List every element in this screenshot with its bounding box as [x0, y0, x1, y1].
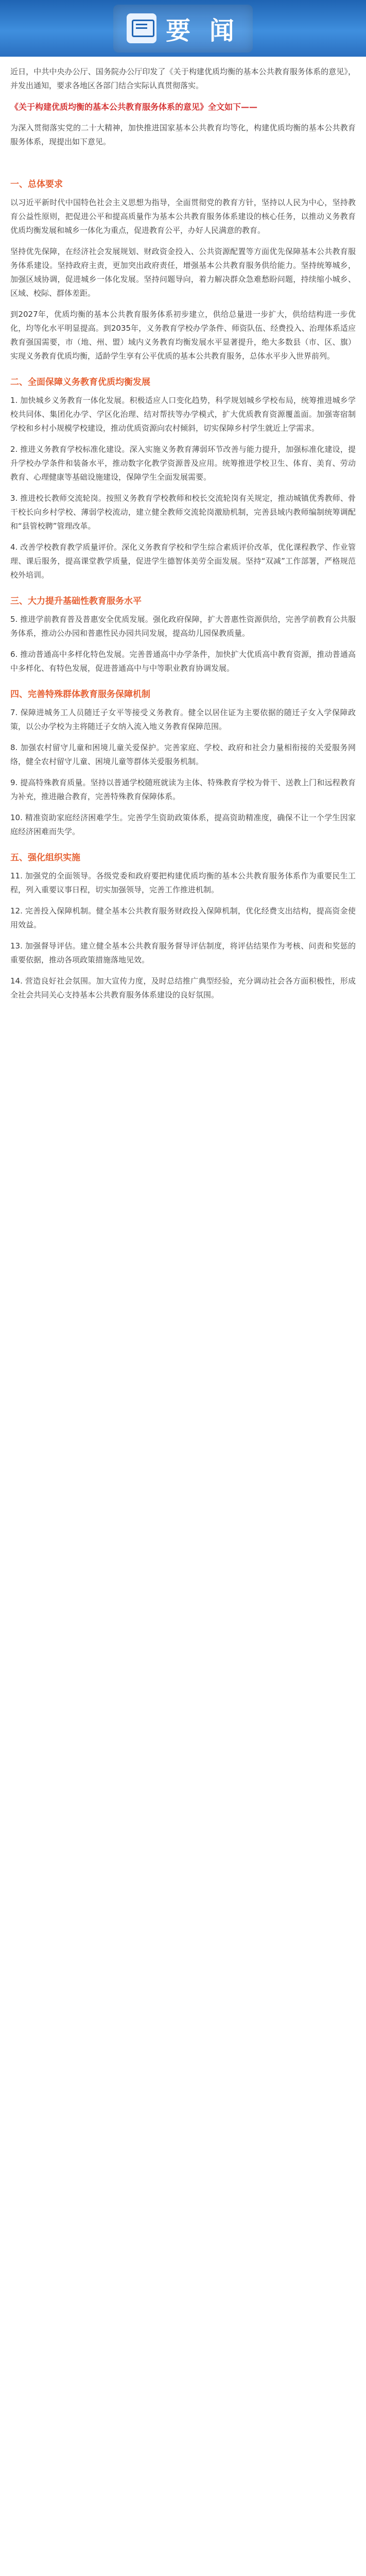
section-paragraph: 8. 加强农村留守儿童和困境儿童关爱保护。完善家庭、学校、政府和社会力量相衔接的关爱服务网络，健全农村留守儿童、困境儿童等群体关爱服务机制。 [10, 743, 356, 766]
section-heading: 三、大力提升基础性教育服务水平 [10, 596, 142, 606]
section-paragraph: 9. 提高特殊教育质量。坚持以普通学校随班就读为主体、特殊教育学校为骨干、送教上门和远程教育为补充，推进融合教育，完善特殊教育保障体系。 [10, 778, 356, 801]
section-paragraph: 到2027年，优质均衡的基本公共教育服务体系初步建立，供给总量进一步扩大，供给结构进一步优化，均等化水平明显提高。到2035年，义务教育学校办学条件、师资队伍、经费投入、治理体系适应教育强国需要，市（地、州、盟）域内义务教育均衡发展水平显著提升，绝大多数县（市、区、旗）实现义务教育优质均衡，适龄学生享有公平优质的基本公共教育服务，总体水平步入世界前列。 [10, 310, 356, 361]
banner-badge [113, 5, 253, 53]
article-body [0, 57, 366, 1002]
section-heading: 四、完善特殊群体教育服务保障机制 [10, 689, 150, 700]
section-paragraph: 12. 完善投入保障机制。健全基本公共教育服务财政投入保障机制，优化经费支出结构，提高资金使用效益。 [10, 906, 356, 929]
section-paragraph: 4. 改善学校教育教学质量评价。深化义务教育学校和学生综合素质评价改革，优化课程教学、作业管理、课后服务，提高课堂教学质量，促进学生德智体美劳全面发展。坚持“双减”工作部署，严格规范校外培训。 [10, 543, 356, 580]
section-heading: 二、全面保障义务教育优质均衡发展 [10, 377, 150, 387]
section-paragraph: 10. 精准资助家庭经济困难学生。完善学生资助政策体系，提高资助精准度，确保不让一个学生因家庭经济困难而失学。 [10, 813, 356, 836]
section-paragraph: 13. 加强督导评估。建立健全基本公共教育服务督导评估制度，将评估结果作为考核、问责和奖惩的重要依据，推动各项政策措施落地见效。 [10, 941, 356, 964]
section-paragraph: 5. 推进学前教育普及普惠安全优质发展。强化政府保障，扩大普惠性资源供给，完善学前教育公共服务体系，推动公办园和普惠性民办园共同发展，提高幼儿园保教质量。 [10, 615, 356, 638]
section-paragraph: 14. 营造良好社会氛围。加大宣传力度，及时总结推广典型经验，充分调动社会各方面积极性，形成全社会共同关心支持基本公共教育服务体系建设的良好氛围。 [10, 976, 356, 999]
section-paragraph: 坚持优先保障，在经济社会发展规划、财政资金投入、公共资源配置等方面优先保障基本公共教育服务体系建设。坚持政府主责，更加突出政府责任，增强基本公共教育服务供给能力。坚持统筹城乡，加强区域协调，促进城乡一体化发展。坚持问题导向，着力解决群众急难愁盼问题，持续缩小城乡、区域、校际、群体差距。 [10, 247, 356, 298]
section-paragraph: 2. 推进义务教育学校标准化建设。深入实施义务教育薄弱环节改善与能力提升，加强标准化建设，提升学校办学条件和装备水平，推动数字化教学资源普及应用。统筹推进学校卫生、体育、美育、劳动教育、心理健康等基础设施建设，保障学生全面发展需要。 [10, 445, 356, 482]
section-paragraph: 3. 推进校长教师交流轮岗。按照义务教育学校教师和校长交流轮岗有关规定，推动城镇优秀教师、骨干校长向乡村学校、薄弱学校流动，建立健全教师交流轮岗激励机制，完善县域内教师编制统筹调配和“县管校聘”管理改革。 [10, 494, 356, 531]
document-title: 《关于构建优质均衡的基本公共教育服务体系的意见》全文如下—— [10, 102, 258, 112]
section-paragraph: 7. 保障进城务工人员随迁子女平等接受义务教育。健全以居住证为主要依据的随迁子女入学保障政策，以公办学校为主将随迁子女纳入流入地义务教育保障范围。 [10, 708, 356, 731]
section-heading: 一、总体要求 [10, 179, 63, 190]
banner-title: 要 闻 [166, 16, 239, 45]
intro-paragraph: 近日，中共中央办公厅、国务院办公厅印发了《关于构建优质均衡的基本公共教育服务体系的意见》，并发出通知，要求各地区各部门结合实际认真贯彻落实。 [10, 67, 356, 90]
section-heading: 五、强化组织实施 [10, 853, 80, 863]
intro-paragraph: 为深入贯彻落实党的二十大精神，加快推进国家基本公共教育均等化，构建优质均衡的基本公共教育服务体系，现提出如下意见。 [10, 123, 356, 146]
newspaper-icon [127, 13, 156, 43]
section-paragraph: 11. 加强党的全面领导。各级党委和政府要把构建优质均衡的基本公共教育服务体系作为重要民生工程，列入重要议事日程，切实加强领导，完善工作推进机制。 [10, 871, 356, 894]
section-paragraph: 6. 推动普通高中多样化特色发展。完善普通高中办学条件，加快扩大优质高中教育资源，推动普通高中多样化、有特色发展，促进普通高中与中等职业教育协调发展。 [10, 650, 356, 673]
section-paragraph: 1. 加快城乡义务教育一体化发展。积极适应人口变化趋势，科学规划城乡学校布局，统筹推进城乡学校共同体、集团化办学、学区化治理、结对帮扶等办学模式，扩大优质教育资源覆盖面。加强寄宿制学校和乡村小规模学校建设，推动优质资源向农村倾斜，切实保障乡村学生就近上学需求。 [10, 396, 356, 433]
news-banner [0, 0, 366, 57]
section-paragraph: 以习近平新时代中国特色社会主义思想为指导，全面贯彻党的教育方针，坚持以人民为中心，坚持教育公益性原则，把促进公平和提高质量作为基本公共教育服务体系建设的核心任务，以推动义务教育优质均衡发展和城乡一体化为重点，促进教育公平，办好人民满意的教育。 [10, 198, 356, 235]
